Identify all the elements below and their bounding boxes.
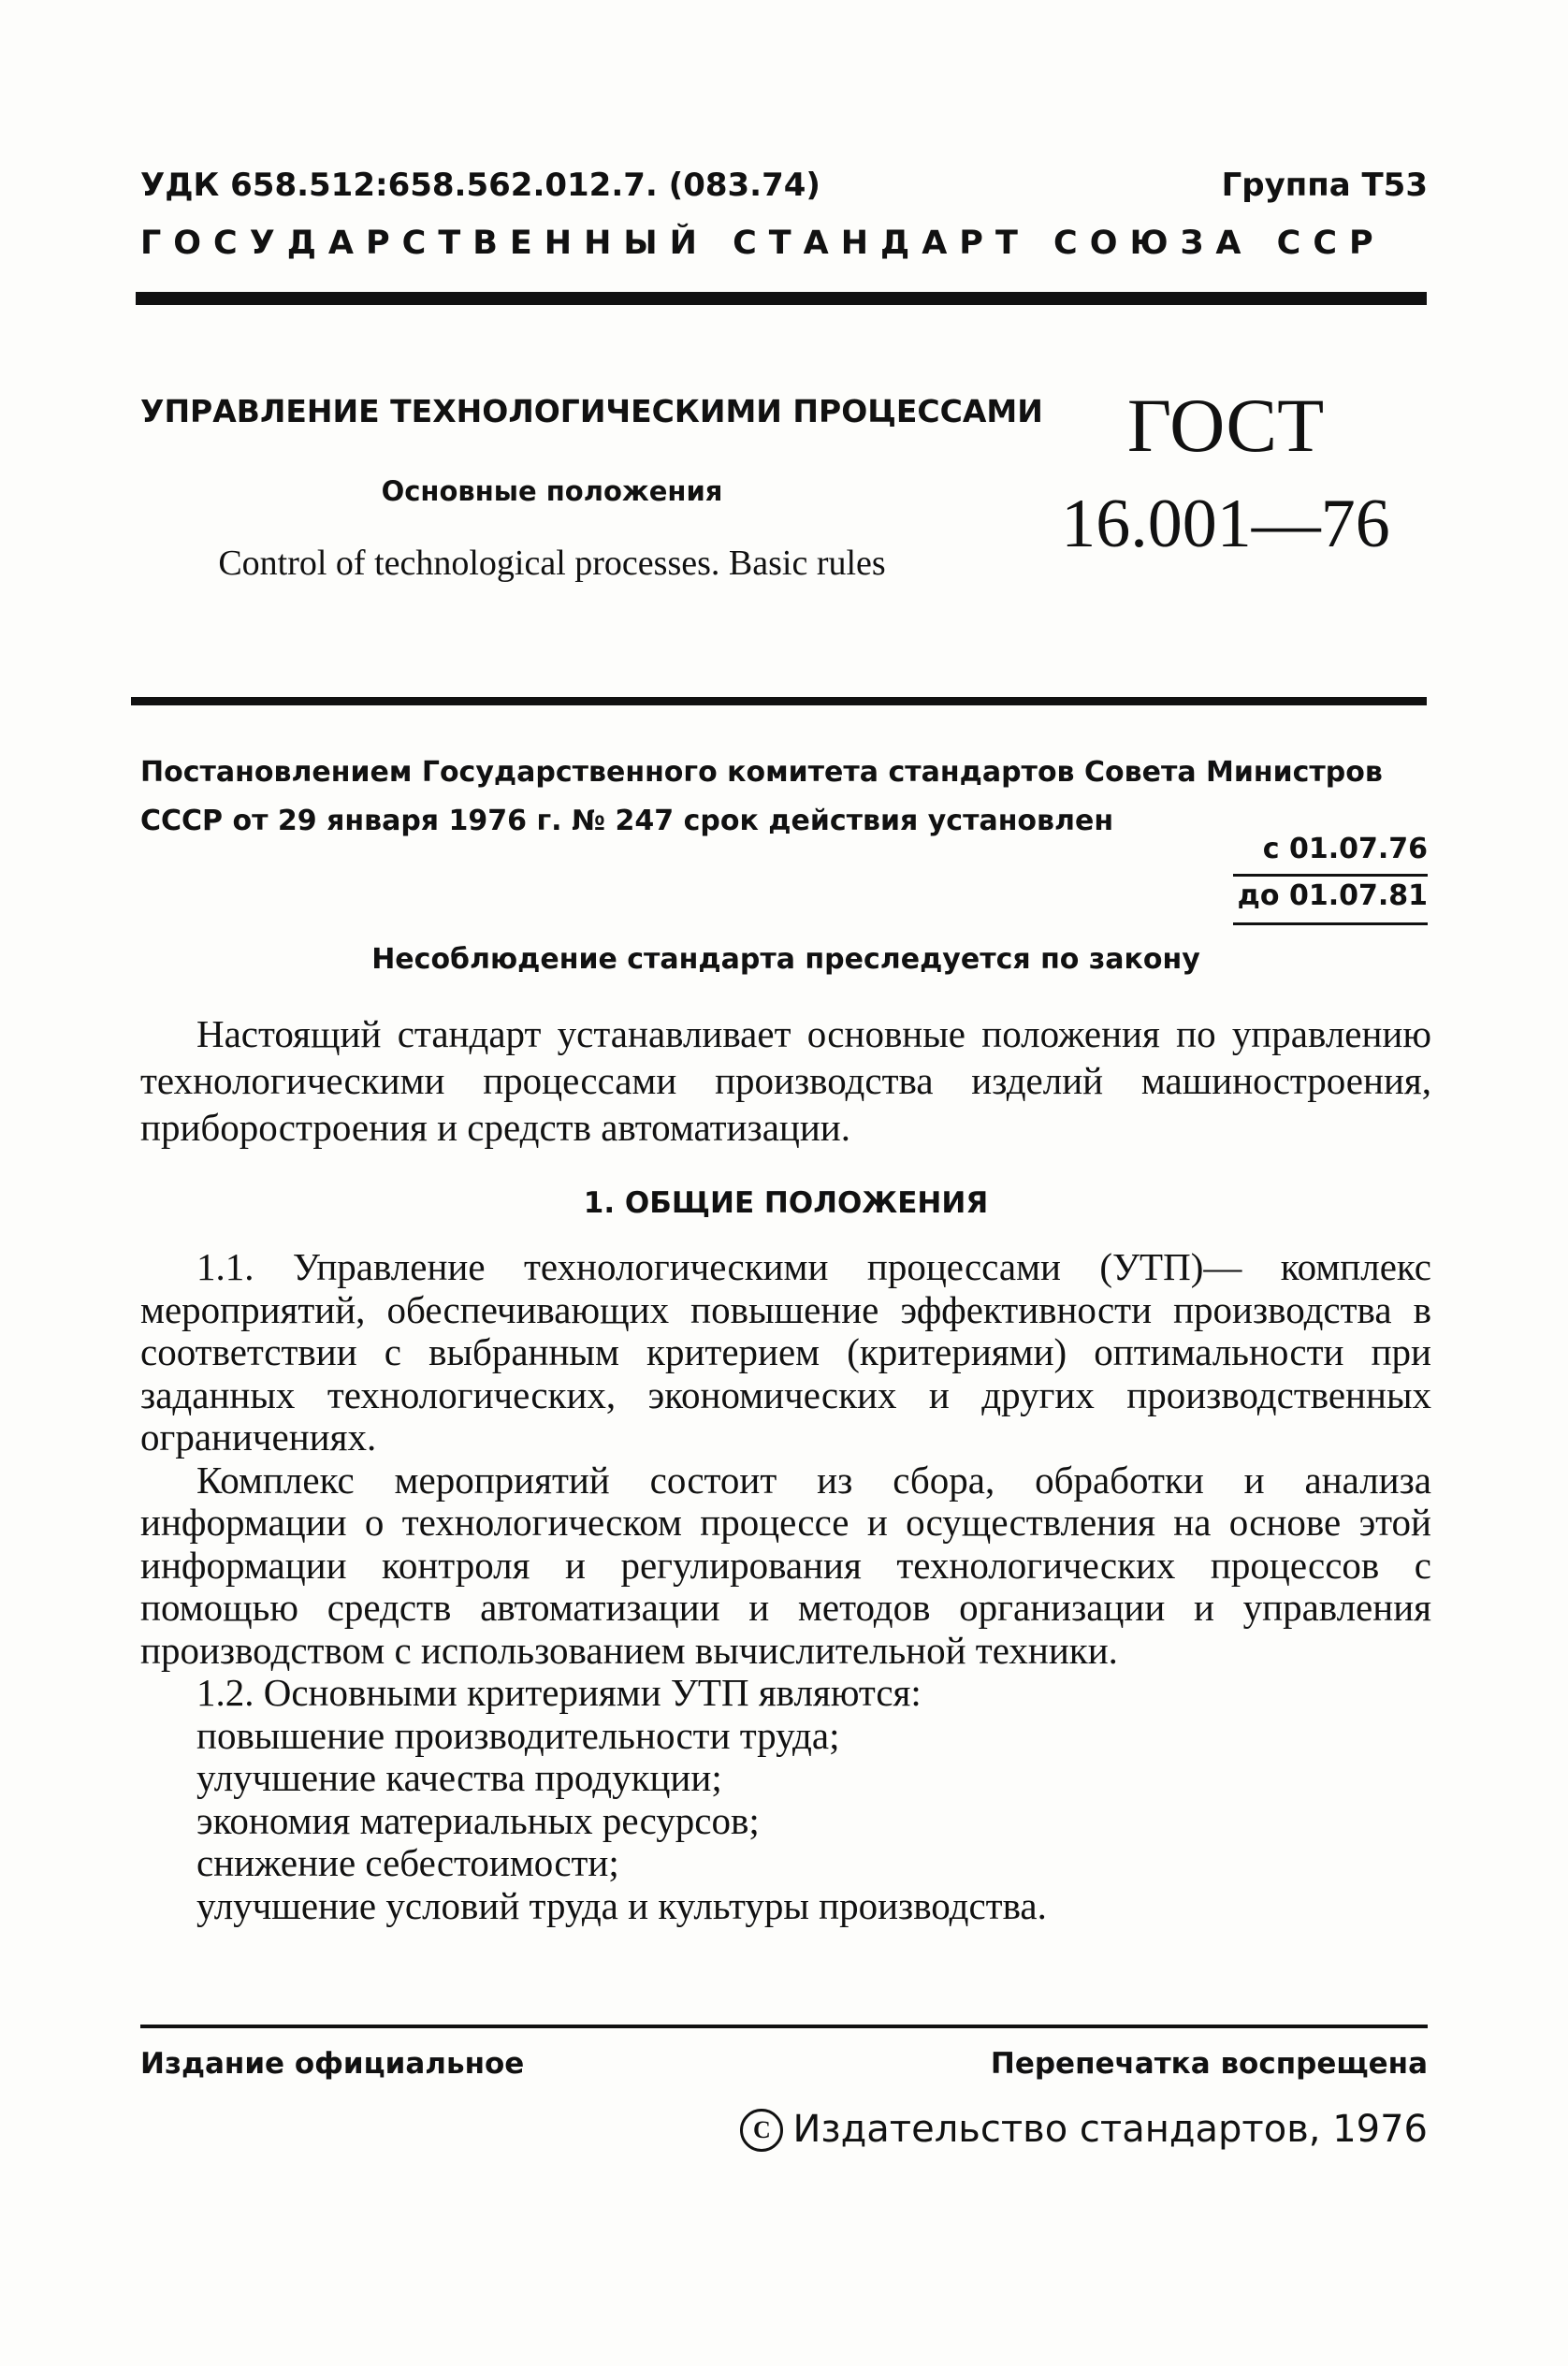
paragraph-1-1-continued: Комплекс мероприятий состоит из сбора, обработки и анализа информации о технологическом процессе и осуществления на основе этой информации контроля и регулирования технологических процессов с помощью средств автоматизации и методов организации и управления производством с использованием вычислительной техники. [140,1458,1431,1672]
introduction-paragraph: Настоящий стандарт устанавливает основные положения по управлению технологическими процессами производства изделий машиностроения, приборостроения и средств автоматизации. [140,1012,1431,1149]
criteria-item: экономия материальных ресурсов; [196,1798,760,1842]
valid-from-date: с 01.07.76 [1262,833,1428,865]
decree-text: Постановлением Государственного комитета стандартов Совета Министров СССР от 29 января 1976 г. № 247 срок действия установлен [140,756,1383,837]
gost-label: ГОСТ [1126,383,1325,468]
udk-code: УДК 658.512:658.562.012.7. (083.74) [140,167,820,204]
official-edition-label: Издание официальное [140,2047,525,2081]
validity-rule [1233,874,1428,877]
validity-rule [1233,922,1428,925]
section-heading: 1. ОБЩИЕ ПОЛОЖЕНИЯ [583,1186,989,1220]
valid-to-date: до 01.07.81 [1237,879,1428,912]
criteria-item: улучшение условий труда и культуры производства. [196,1883,1047,1927]
reprint-prohibited-label: Перепечатка воспрещена [990,2047,1428,2081]
state-standard-banner: ГОСУДАРСТВЕННЫЙ СТАНДАРТ СОЮЗА ССР [140,225,1386,262]
footer-rule [140,2025,1428,2028]
criteria-item: улучшение качества продукции; [196,1756,722,1799]
section-body [140,1246,1431,1927]
legal-warning: Несоблюдение стандарта преследуется по закону [371,943,1200,976]
paragraph-1-1: 1.1. Управление технологическими процессами (УТП)— комплекс мероприятий, обеспечивающих повышение эффективности производства в соответствии с выбранным критерием (критериями) оптимальности при заданных технологических, экономических и других производственных ограничениях. [140,1245,1431,1459]
document-title: УПРАВЛЕНИЕ ТЕХНОЛОГИЧЕСКИМИ ПРОЦЕССАМИ [140,393,1043,429]
banner-rule [136,292,1427,305]
title-rule [131,697,1427,705]
criteria-item: снижение себестоимости; [196,1841,619,1884]
copyright-text: Издательство стандартов, 1976 [792,2108,1428,2151]
copyright-line [740,2107,1428,2152]
gost-number: 16.001—76 [1061,486,1390,562]
document-subtitle: Основные положения [381,475,723,507]
group-code: Группа Т53 [1221,167,1428,204]
copyright-icon: C [740,2109,783,2152]
paragraph-1-2: 1.2. Основными критериями УТП являются: [196,1671,922,1714]
criteria-item: повышение производительности труда; [196,1713,840,1757]
document-title-english: Control of technological processes. Basic rules [218,544,886,583]
